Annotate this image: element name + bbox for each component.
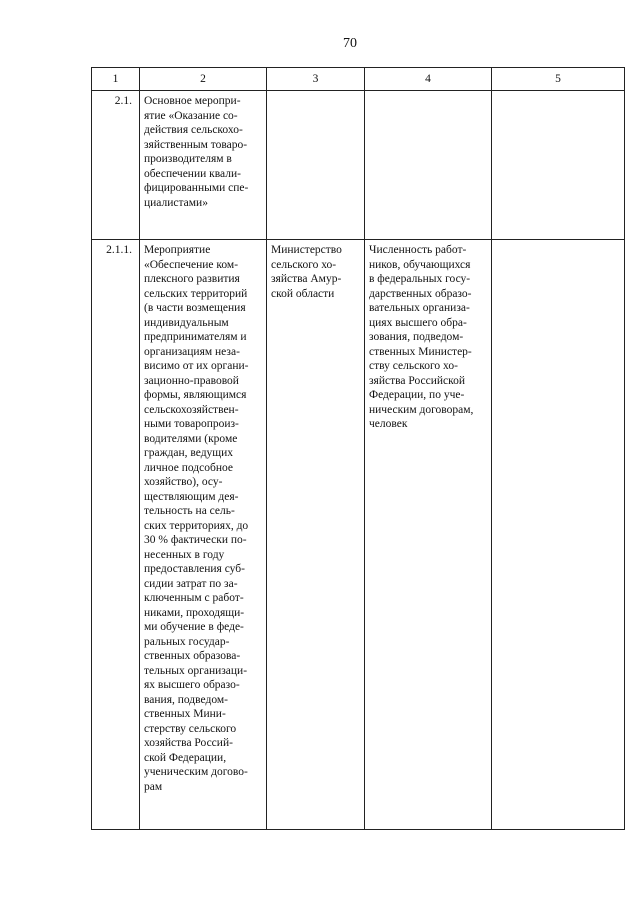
value-cell	[492, 240, 625, 830]
executor-cell	[267, 91, 365, 240]
program-table	[91, 67, 625, 830]
row-number: 2.1.1.	[92, 240, 140, 830]
header-col-4: 4	[365, 68, 492, 91]
page-number: 70	[343, 36, 357, 51]
activity-name: Мероприятие «Обеспечение ком- плексного развития сельских территорий (в части возмещения индивидуальным предпринимателям и организациям неза- висимо от их органи- зационно-правовой формы, являющимся сельскохозяйствен- ными товаропроиз- водителями (кроме граждан, ведущих личное подсобное хозяйство), осу- ществляющим дея- тельность на сель- ских территориях, до 30 % фактически по- несенных в году предоставления суб- сидии затрат по за- ключенным с работ- никами, проходящи- ми обучение в феде- ральных государ- ственных образова- тельных организаци- ях высшего образо- вания, подведом- ственных Мини- стерству сельского хозяйства Россий- ской Федерации, ученическим догово- рам	[140, 240, 267, 830]
indicator-cell	[365, 91, 492, 240]
table-header-row	[92, 68, 625, 91]
header-col-5: 5	[492, 68, 625, 91]
header-col-2: 2	[140, 68, 267, 91]
row-number: 2.1.	[92, 91, 140, 240]
value-cell	[492, 91, 625, 240]
header-col-1: 1	[92, 68, 140, 91]
indicator-cell: Численность работ- ников, обучающихся в федеральных госу- дарственных образо- вательных организа- циях высшего обра- зования, подведом- ственных Министер- ству сельского хо- зяйства Российской Федерации, по уче- ническим договорам, человек	[365, 240, 492, 830]
header-col-3: 3	[267, 68, 365, 91]
activity-name: Основное меропри- ятие «Оказание со- действия сельскохо- зяйственным товаро- производителям в обеспечении квали- фицированными спе- циалистами»	[140, 91, 267, 240]
executor-cell: Министерство сельского хо- зяйства Амур- ской области	[267, 240, 365, 830]
table-row	[92, 240, 625, 830]
table-row	[92, 91, 625, 240]
